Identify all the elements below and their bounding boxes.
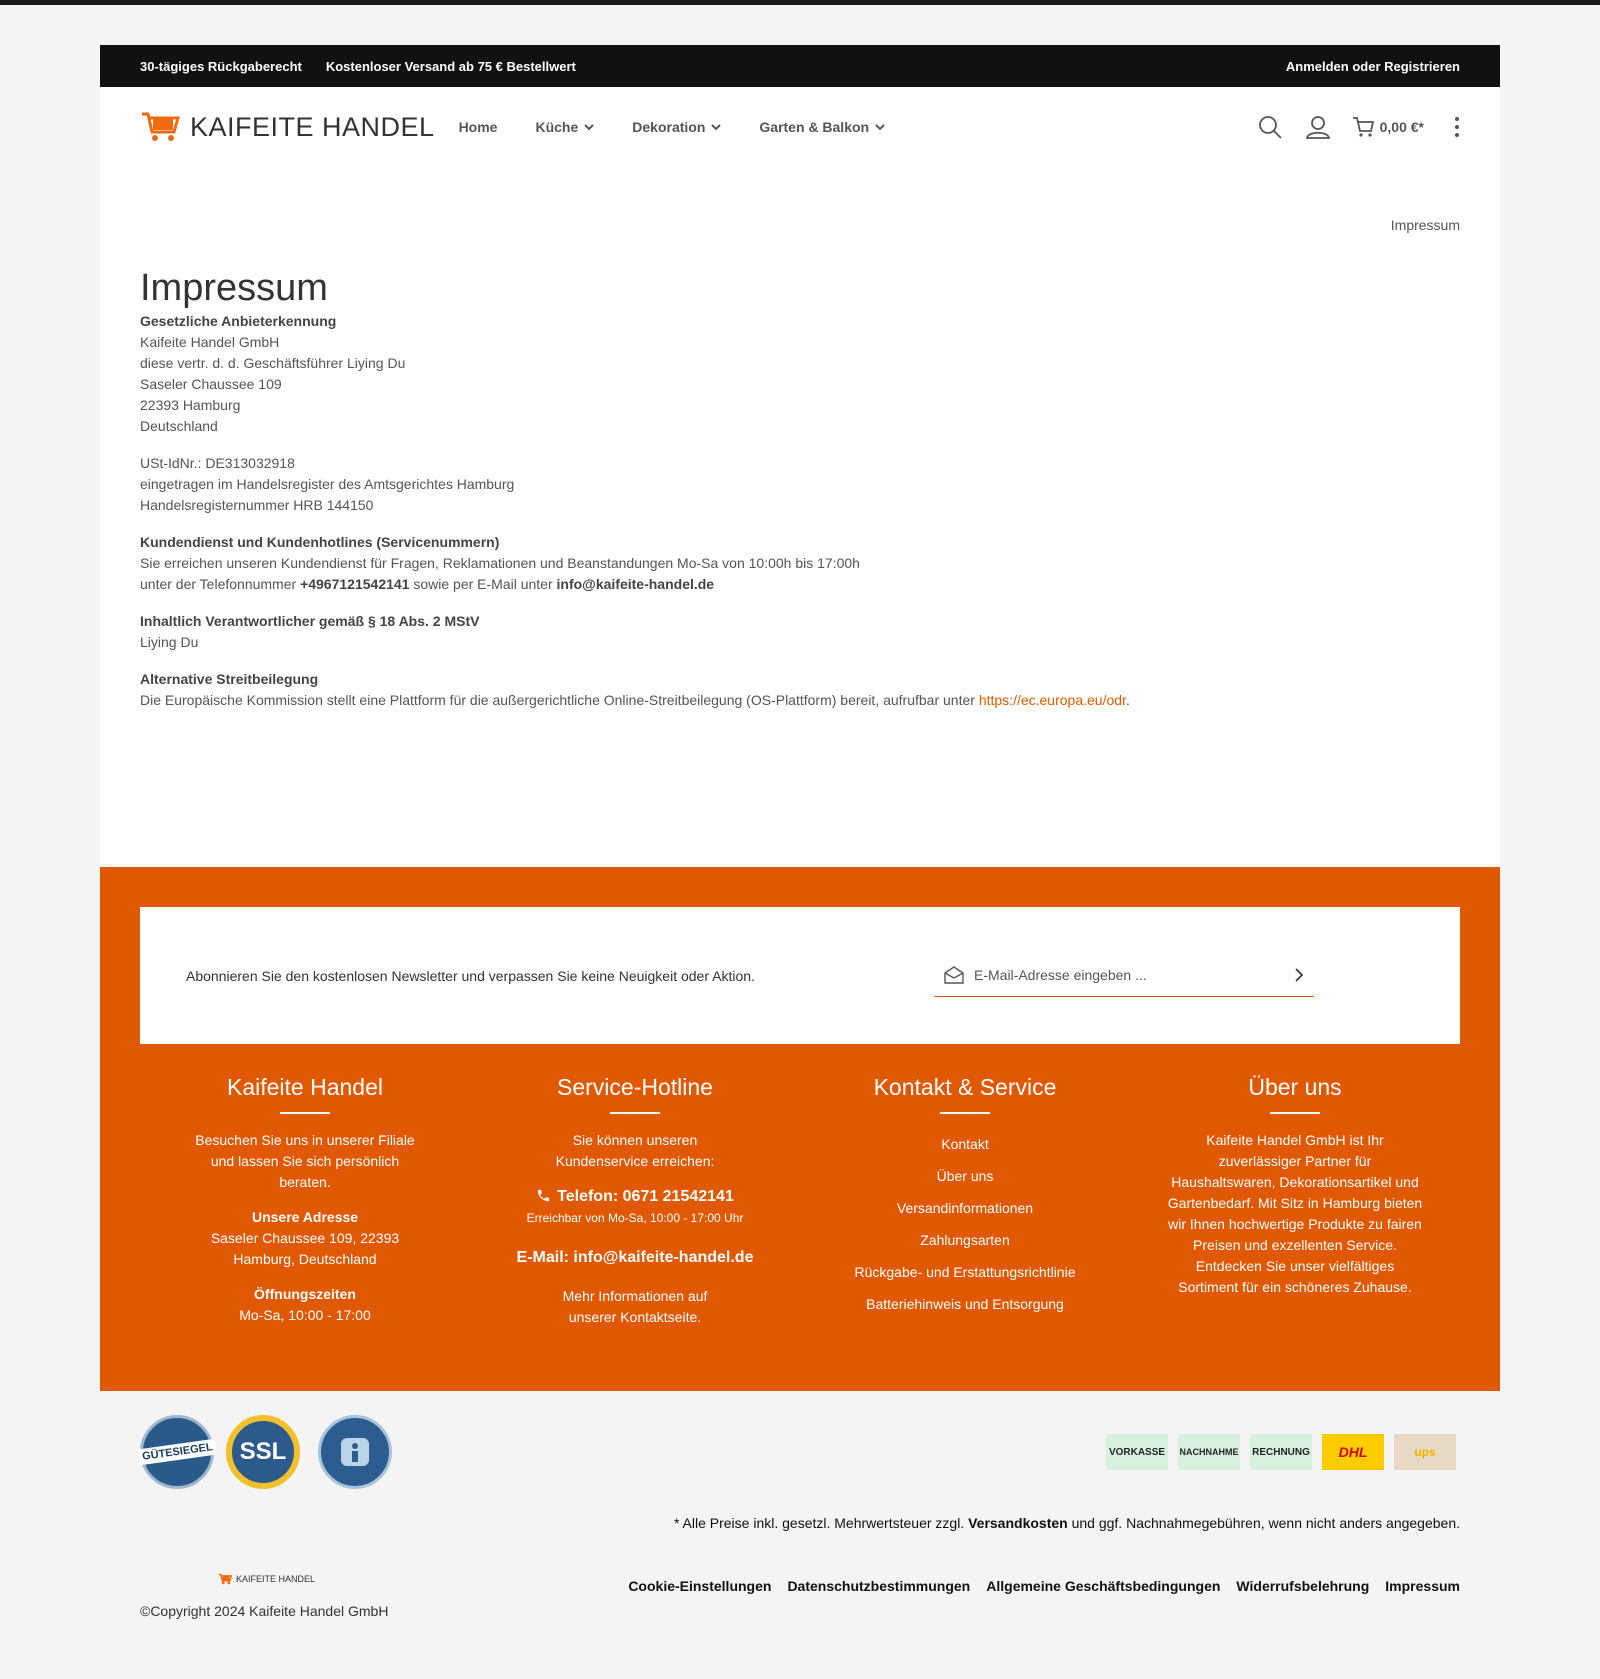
dispute-heading: Alternative Streitbeilegung [140, 671, 319, 687]
header [100, 87, 1500, 167]
payment-vorkasse: VORKASSE [1106, 1434, 1168, 1470]
more-menu-icon[interactable] [1454, 116, 1460, 138]
about-text: Kaifeite Handel GmbH ist Ihr zuverlässiger Partner für Haushaltswaren, Dekorationsartikel und Gartenbedarf. Mit Sitz in Hamburg bieten wir Ihnen hochwertige Produkte zu fairen Preisen und exzellenten Service. Entdecken Sie unser vielfältiges Sortiment für ein schöneres Zuhause. [1167, 1132, 1423, 1295]
hotline-intro [470, 1130, 800, 1172]
cart-logo-icon [218, 1573, 232, 1585]
guetesiegel-seal[interactable] [140, 1415, 214, 1489]
footer-logo[interactable] [218, 1573, 315, 1585]
register-line: Handelsregisternummer HRB 144150 [140, 497, 374, 513]
footer-link-zahlung[interactable]: Zahlungsarten [920, 1232, 1010, 1248]
footer-link-rueckgabe[interactable]: Rückgabe- und Erstattungsrichtlinie [854, 1264, 1076, 1280]
email-link[interactable]: E-Mail: info@kaifeite-handel.de [516, 1249, 754, 1266]
footer-col-title: Service-Hotline [557, 1074, 713, 1100]
search-icon[interactable] [1258, 115, 1282, 139]
impressum-content [140, 265, 1440, 727]
provider-block [140, 311, 1440, 437]
footer-link-batterie[interactable]: Batteriehinweis und Entsorgung [866, 1296, 1064, 1312]
title-underline [1270, 1112, 1320, 1114]
more-info[interactable] [470, 1286, 800, 1328]
main-nav [459, 119, 924, 135]
provider-line: Deutschland [140, 418, 218, 434]
shopauskunft-icon [338, 1435, 372, 1469]
dispute-end: . [1125, 692, 1130, 708]
footer-col-title: Über uns [1248, 1074, 1342, 1100]
terms-link[interactable]: Allgemeine Geschäftsbedingungen [986, 1578, 1221, 1594]
top-accent-line [0, 0, 1600, 5]
footer-link-kontakt[interactable]: Kontakt [941, 1136, 989, 1152]
hours-heading: Öffnungszeiten [254, 1286, 356, 1302]
phone-icon [536, 1188, 551, 1203]
nav-item-garten[interactable] [759, 119, 885, 135]
logo[interactable] [140, 110, 435, 144]
page-content [100, 87, 1500, 867]
newsletter-form [934, 955, 1314, 997]
responsible-block [140, 611, 1440, 653]
intro-text: Sie können unseren Kundenservice erreichen: [555, 1132, 715, 1169]
nav-item-kueche[interactable] [535, 119, 594, 135]
address-text: Saseler Chaussee 109, 22393 Hamburg, Deutschland [210, 1230, 400, 1267]
payment-methods [1096, 1434, 1456, 1470]
provider-line: Kaifeite Handel GmbH [140, 334, 280, 350]
seal-text: GÜTESIEGEL [138, 1439, 216, 1466]
envelope-icon [944, 966, 964, 984]
service-block [140, 532, 1440, 595]
ssl-seal[interactable] [226, 1415, 300, 1489]
nav-label: Dekoration [632, 119, 706, 135]
header-actions [1238, 115, 1460, 139]
cart-logo-icon [140, 110, 180, 144]
copyright: ©Copyright 2024 Kaifeite Handel GmbH [140, 1603, 389, 1619]
service-phone: +4967121542141 [300, 576, 410, 592]
chevron-down-icon [711, 124, 721, 131]
phone-block [470, 1186, 800, 1229]
service-heading: Kundendienst und Kundenhotlines (Servicenummern) [140, 534, 500, 550]
provider-line: 22393 Hamburg [140, 397, 241, 413]
logo-text: KAIFEITE HANDEL [190, 111, 435, 142]
vat-text: und ggf. Nachnahmegebühren, wenn nicht anders angegeben. [1067, 1515, 1460, 1531]
footer-col-title: Kontakt & Service [873, 1074, 1057, 1100]
cookie-settings-link[interactable]: Cookie-Einstellungen [628, 1578, 772, 1594]
vat-note [674, 1515, 1460, 1531]
address-heading: Unsere Adresse [251, 1209, 359, 1225]
footer [100, 867, 1500, 1391]
account-icon[interactable] [1306, 115, 1330, 139]
privacy-link[interactable]: Datenschutzbestimmungen [787, 1578, 971, 1594]
footer-col-service [800, 1072, 1130, 1342]
phone-link[interactable] [536, 1188, 734, 1205]
cart-button[interactable] [1352, 116, 1424, 138]
newsletter-box [140, 907, 1460, 1044]
register-block [140, 453, 1440, 516]
title-underline [610, 1112, 660, 1114]
shipping-ups: ups [1394, 1434, 1456, 1470]
seal-text: SSL [239, 1438, 287, 1465]
withdrawal-link[interactable]: Widerrufsbelehrung [1236, 1578, 1370, 1594]
title-underline [940, 1112, 990, 1114]
footer-col-about [1130, 1072, 1460, 1342]
register-line: eingetragen im Handelsregister des Amtsgerichtes Hamburg [140, 476, 515, 492]
phone-hours: Erreichbar von Mo-Sa, 10:00 - 17:00 Uhr [526, 1211, 744, 1225]
chevron-down-icon [875, 124, 885, 131]
dispute-block [140, 669, 1440, 711]
service-line: Sie erreichen unseren Kundendienst für Fragen, Reklamationen und Beanstandungen Mo-Sa von 10:00h bis 17:00h [140, 555, 860, 571]
nav-label: Küche [535, 119, 579, 135]
vat-text: * Alle Preise inkl. gesetzl. Mehrwertsteuer zzgl. [673, 1515, 969, 1531]
service-line: unter der Telefonnummer [140, 576, 301, 592]
payment-rechnung: RECHNUNG [1250, 1434, 1312, 1470]
newsletter-email-input[interactable] [974, 967, 1294, 983]
chevron-down-icon [584, 124, 594, 131]
nav-item-home[interactable] [459, 119, 498, 135]
shipping-dhl: DHL [1322, 1434, 1384, 1470]
email-block [470, 1247, 800, 1268]
footer-col-title: Kaifeite Handel [227, 1074, 383, 1100]
intro-text: Besuchen Sie uns in unserer Filiale und lassen Sie sich persönlich beraten. [195, 1132, 415, 1190]
register-line: USt-IdNr.: DE313032918 [140, 455, 295, 471]
service-email: info@kaifeite-handel.de [556, 576, 715, 592]
service-line: sowie per E-Mail unter [409, 576, 557, 592]
footer-col1-intro [140, 1130, 470, 1193]
top-bar [100, 45, 1500, 87]
trust-seals [140, 1415, 404, 1489]
more-info-text: Mehr Informationen auf unserer Kontaktseite. [562, 1288, 708, 1325]
footer-columns [140, 1072, 1460, 1342]
hours-block [140, 1284, 470, 1326]
login-link[interactable]: Anmelden oder Registrieren [1285, 58, 1460, 74]
provider-heading: Gesetzliche Anbieterkennung [140, 313, 337, 329]
footer-col-hotline [470, 1072, 800, 1342]
address-block [140, 1207, 470, 1270]
footer-col-company [140, 1072, 470, 1342]
nav-label: Garten & Balkon [759, 119, 870, 135]
shipping-costs-link[interactable]: Versandkosten [968, 1515, 1068, 1531]
cart-icon [1352, 116, 1374, 138]
nav-label: Home [458, 119, 498, 135]
cart-value: 0,00 €* [1379, 119, 1424, 135]
free-shipping-text: Kostenloser Versand ab 75 € Bestellwert [325, 58, 576, 74]
responsible-heading: Inhaltlich Verantwortlicher gemäß § 18 Abs. 2 MStV [140, 613, 480, 629]
title-underline [280, 1112, 330, 1114]
payment-nachnahme: NACHNAHME [1178, 1434, 1240, 1470]
return-policy-text: 30-tägiges Rückgaberecht [140, 58, 302, 74]
legal-links [612, 1578, 1460, 1594]
dispute-text: Die Europäische Kommission stellt eine Plattform für die außergerichtliche Online-Streitbeilegung (OS-Plattform) bereit, aufrufbar unter [140, 692, 979, 708]
responsible-name: Liying Du [140, 634, 199, 650]
chevron-right-icon[interactable] [1294, 967, 1304, 983]
newsletter-text: Abonnieren Sie den kostenlosen Newsletter und verpassen Sie keine Neuigkeit oder Aktion. [186, 967, 755, 984]
odr-link[interactable]: https://ec.europa.eu/odr [978, 692, 1126, 708]
breadcrumb[interactable]: Impressum [1390, 217, 1460, 233]
page-title: Impressum [140, 267, 328, 309]
hours-text: Mo-Sa, 10:00 - 17:00 [239, 1307, 371, 1323]
footer-link-ueber-uns[interactable]: Über uns [936, 1168, 994, 1184]
provider-line: Saseler Chaussee 109 [140, 376, 282, 392]
imprint-link[interactable]: Impressum [1385, 1578, 1460, 1594]
phone-text: Telefon: 0671 21542141 [557, 1188, 734, 1205]
shopauskunft-seal[interactable] [318, 1415, 392, 1489]
footer-logo-text: KAIFEITE HANDEL [236, 1574, 316, 1584]
nav-item-dekoration[interactable] [632, 119, 721, 135]
footer-link-versand[interactable]: Versandinformationen [896, 1200, 1034, 1216]
provider-line: diese vertr. d. d. Geschäftsführer Liying Du [140, 355, 406, 371]
